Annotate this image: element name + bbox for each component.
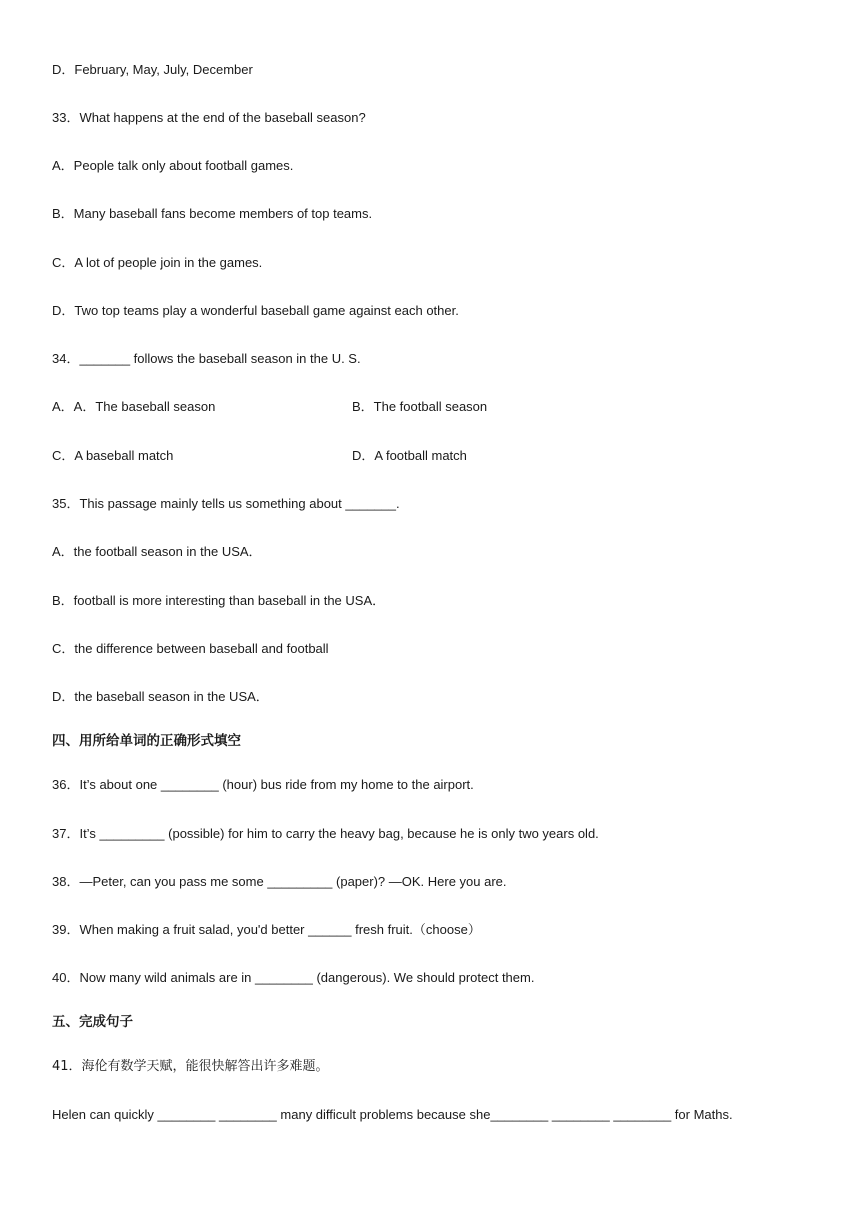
q35-option-a: A．the football season in the USA． [52,544,262,559]
question-37: 37．It’s _________ (possible) for him to carry the heavy bag, because he is only two years old. [52,826,599,841]
q34-option-c: C．A baseball match [52,448,174,463]
q35-option-c: C．the difference between baseball and football [52,641,329,656]
section-4-heading: 四、用所给单词的正确形式填空 [52,733,241,749]
question-41: 41．海伦有数学天赋，能很快解答出许多难题。 [52,1059,329,1074]
question-36: 36．It’s about one ________ (hour) bus ride from my home to the airport. [52,777,474,792]
q33-option-c: C．A lot of people join in the games. [52,255,263,270]
question-41-english: Helen can quickly ________ ________ many difficult problems because she________ ________ ________ for Maths. [52,1107,733,1122]
question-35: 35．This passage mainly tells us something about _______. [52,496,400,511]
q33-option-d: D．Two top teams play a wonderful baseball game against each other. [52,303,459,318]
question-38: 38．—Peter, can you pass me some _________ (paper)? —OK. Here you are. [52,874,507,889]
q34-option-d: D．A football match [352,448,467,463]
q33-option-a: A．People talk only about football games. [52,158,294,173]
q35-option-b: B．football is more interesting than baseball in the USA． [52,593,386,608]
question-33: 33．What happens at the end of the baseball season? [52,110,366,125]
q35-option-d: D．the baseball season in the USA． [52,689,269,704]
q34-option-b: B．The football season [352,399,488,414]
question-40: 40．Now many wild animals are in ________ (dangerous). We should protect them. [52,970,535,985]
question-39: 39．When making a fruit salad, you'd better ______ fresh fruit.（choose） [52,922,481,937]
q33-option-b: B．Many baseball fans become members of top teams. [52,206,373,221]
q34-option-a: A．A．The baseball season [52,399,216,414]
q32-option-d: D．February, May, July, December [52,62,253,77]
section-5-heading: 五、完成句子 [52,1014,133,1030]
question-34: 34．_______ follows the baseball season in the U. S. [52,351,361,366]
